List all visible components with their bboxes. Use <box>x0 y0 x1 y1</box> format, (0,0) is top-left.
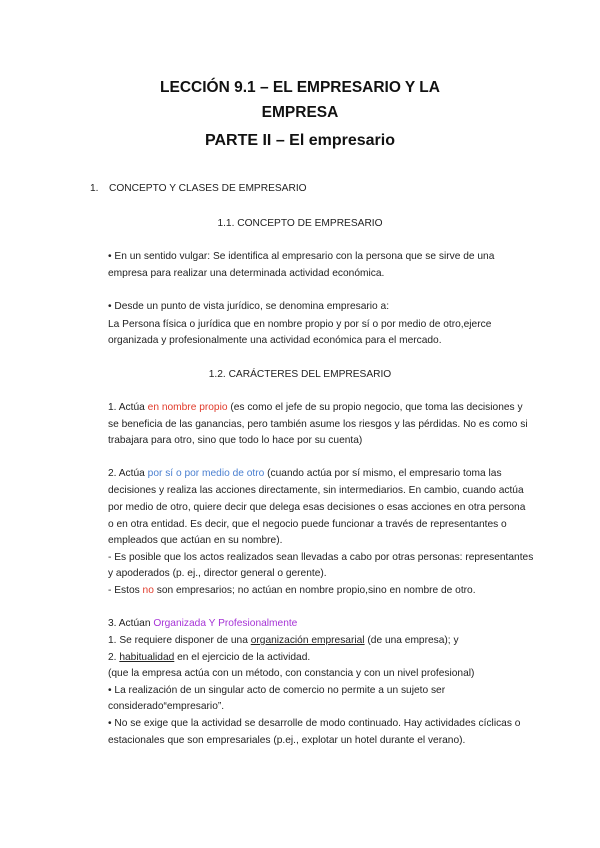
requirement-2-line <box>108 651 548 664</box>
section-number: 1. <box>90 183 99 194</box>
text-span: - Estos <box>108 585 143 596</box>
characteristic-2-last-line <box>108 584 548 597</box>
paragraph-line: empresa para realizar una determinada actividad económica. <box>108 268 385 279</box>
underlined-text: habitualidad <box>119 652 175 663</box>
paragraph-line: • La realización de un singular acto de comercio no permite a un sujeto ser <box>108 685 446 696</box>
title-line-1: LECCIÓN 9.1 – EL EMPRESARIO Y LA <box>160 79 440 96</box>
section-heading: CONCEPTO Y CLASES DE EMPRESARIO <box>109 183 307 194</box>
paragraph-line: organizada y profesionalmente una actividad económica para el mercado. <box>108 335 442 346</box>
requirement-1-line <box>108 634 548 647</box>
paragraph-line: considerado“empresario”. <box>108 701 225 712</box>
text-span: 2. Actúa <box>108 468 148 479</box>
subtitle: PARTE II – El empresario <box>205 132 395 149</box>
highlight-blue: por sí o por medio de otro <box>147 468 265 479</box>
text-span: (de una empresa); y <box>364 635 459 646</box>
paragraph-line: • Desde un punto de vista jurídico, se denomina empresario a: <box>108 301 390 312</box>
paragraph-line: estacionales que son empresariales (p.ej., explotar un hotel durante el verano). <box>108 735 466 746</box>
text-span: 1. Actúa <box>108 402 148 413</box>
highlight-purple: Organizada Y Profesionalmente <box>153 618 298 629</box>
text-span: 1. Se requiere disponer de una <box>108 635 251 646</box>
paragraph-line: empleados que actúan en su nombre). <box>108 535 283 546</box>
paragraph-line: - Es posible que los actos realizados sean llevadas a cabo por otras personas: representantes <box>108 552 534 563</box>
highlight-red: no <box>142 585 154 596</box>
paragraph-line: decisiones y realiza las acciones directamente, sin intermediarios. En cambio, cuando actúa <box>108 485 524 496</box>
characteristic-2-line <box>108 467 548 480</box>
paragraph-line: • En un sentido vulgar: Se identifica al empresario con la persona que se sirve de una <box>108 251 495 262</box>
characteristic-1-line <box>108 401 548 414</box>
title-line-2: EMPRESA <box>261 104 339 121</box>
text-span: son empresarios; no actúan en nombre propio,sino en nombre de otro. <box>153 585 476 596</box>
subsection-heading-1-2: 1.2. CARÁCTERES DEL EMPRESARIO <box>208 369 392 380</box>
text-span: 3. Actúan <box>108 618 154 629</box>
text-span: (cuando actúa por sí mismo, el empresario toma las <box>264 468 502 479</box>
characteristic-3-line <box>108 617 548 630</box>
paragraph-line: o en otra entidad. Es decir, que el negocio puede funcionar a través de representantes o <box>108 519 507 530</box>
paragraph-line: La Persona física o jurídica que en nombre propio y por sí o por medio de otro,ejerce <box>108 319 492 330</box>
underlined-text: organización empresarial <box>250 635 365 646</box>
subsection-heading-1-1: 1.1. CONCEPTO DE EMPRESARIO <box>217 218 383 229</box>
highlight-red: en nombre propio <box>147 402 228 413</box>
text-span: (es como el jefe de su propio negocio, que toma las decisiones y <box>227 402 523 413</box>
text-span: en el ejercicio de la actividad. <box>174 652 311 663</box>
paragraph-line: se beneficia de las ganancias, pero también asume los riesgos y las pérdidas. No es como si <box>108 419 528 430</box>
text-span: 2. <box>108 652 120 663</box>
paragraph-line: por medio de otro, quiere decir que delega esas decisiones o esas acciones en otra persona <box>108 502 526 513</box>
paragraph-line: y apoderados (p. ej., director general o gerente). <box>108 568 327 579</box>
paragraph-line: trabajara para otro, sino que todo lo hace por su cuenta) <box>108 435 363 446</box>
paragraph-line: • No se exige que la actividad se desarrolle de modo continuado. Hay actividades cíclicas o <box>108 718 521 729</box>
paragraph-line: (que la empresa actúa con un método, con constancia y con un nivel profesional) <box>108 668 475 679</box>
